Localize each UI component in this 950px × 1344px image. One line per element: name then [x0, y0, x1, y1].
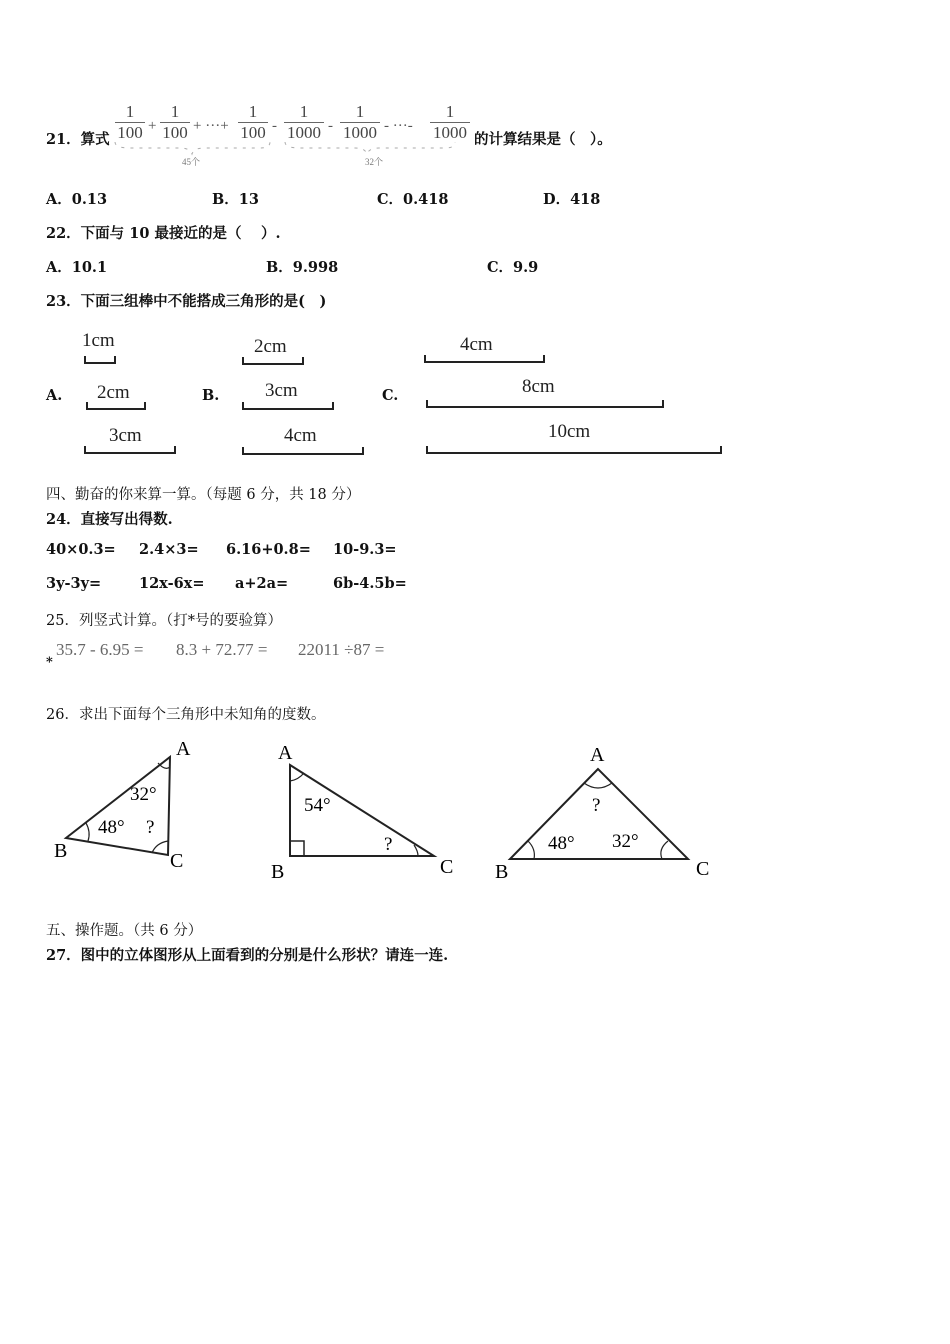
q22-question: 22．下面与 10 最接近的是（ ）.	[46, 225, 281, 242]
vertex-label: C	[170, 850, 184, 872]
q22-option-a[interactable]: A．10.1	[46, 259, 108, 276]
stick-label: 8cm	[522, 376, 555, 397]
stick-label: 4cm	[460, 334, 493, 355]
q21-option-d[interactable]: D．418	[543, 191, 601, 208]
count-label: 45个	[182, 157, 201, 167]
angle-label: 48°	[548, 833, 575, 854]
angle-label: 54°	[304, 795, 331, 816]
q23-option-c[interactable]: C.	[382, 387, 399, 404]
fraction: 1 100	[160, 102, 190, 143]
q22-option-b[interactable]: B．9.998	[266, 259, 339, 276]
q23-option-a[interactable]: A.	[46, 387, 63, 404]
q24-expr: 3y-3y=	[46, 575, 102, 592]
q25-expr: 22011 ÷87 =	[298, 640, 385, 659]
q24-expr: 12x-6x=	[139, 575, 205, 592]
stick-label: 4cm	[284, 425, 317, 446]
stick-label: 3cm	[265, 380, 298, 401]
vertex-label: B	[54, 840, 68, 862]
angle-label: 48°	[98, 817, 125, 838]
stick	[424, 355, 545, 363]
stick	[86, 402, 146, 410]
q21-option-b[interactable]: B．13	[212, 191, 259, 208]
unknown-angle: ?	[592, 795, 601, 816]
q23-option-b[interactable]: B.	[202, 387, 220, 404]
unknown-angle: ?	[384, 834, 393, 855]
stick	[84, 446, 176, 454]
q23-question: 23．下面三组棒中不能搭成三角形的是( )	[46, 293, 327, 310]
stick-label: 10cm	[548, 421, 591, 442]
triangle-3	[490, 735, 720, 885]
q24-expr: 10-9.3=	[333, 541, 397, 558]
stick	[242, 447, 364, 455]
stick	[426, 400, 664, 408]
fraction: 1 1000	[430, 102, 470, 143]
q25-expr: 35.7 - 6.95 =	[56, 640, 144, 659]
q21-option-c[interactable]: C．0.418	[377, 191, 449, 208]
vertex-label: C	[440, 856, 454, 878]
q25-expr: 8.3 + 72.77 =	[176, 640, 268, 659]
vertex-label: B	[495, 861, 509, 883]
q22-option-c[interactable]: C．9.9	[487, 259, 539, 276]
stick	[426, 446, 722, 454]
fraction: 1 1000	[284, 102, 324, 143]
triangle-2	[262, 735, 472, 885]
q21-suffix: 的计算结果是（ ）。	[474, 131, 612, 148]
stick-label: 2cm	[97, 382, 130, 403]
stick	[84, 356, 116, 364]
q24-expr: 6.16+0.8=	[226, 541, 311, 558]
angle-label: 32°	[612, 831, 639, 852]
section-4-title: 四、勤奋的你来算一算。（每题 6 分，共 18 分）	[46, 487, 361, 503]
vertex-label: A	[278, 742, 293, 764]
underbraces	[110, 140, 490, 156]
fraction: 1 1000	[340, 102, 380, 143]
angle-label: 32°	[130, 784, 157, 805]
fraction: 1 100	[115, 102, 145, 143]
q25-question: 25．列竖式计算。（打*号的要验算）	[46, 613, 282, 629]
vertex-label: C	[696, 858, 710, 880]
section-5-title: 五、操作题。（共 6 分）	[46, 923, 203, 939]
vertex-label: B	[271, 861, 285, 883]
triangle-1	[48, 735, 208, 875]
q24-expr: 2.4×3=	[139, 541, 199, 558]
q24-question: 24．直接写出得数.	[46, 511, 173, 528]
q21-option-a[interactable]: A．0.13	[46, 191, 108, 208]
stick	[242, 357, 304, 365]
stick-label: 1cm	[82, 330, 115, 351]
q24-expr: 40×0.3=	[46, 541, 116, 558]
vertex-label: A	[590, 744, 605, 766]
q24-expr: 6b-4.5b=	[333, 575, 407, 592]
star-mark: *	[46, 655, 53, 670]
stick-label: 2cm	[254, 336, 287, 357]
unknown-angle: ?	[146, 817, 155, 838]
vertex-label: A	[176, 738, 191, 760]
fraction: 1 100	[238, 102, 268, 143]
q21-prefix: 21．算式	[46, 131, 110, 148]
q26-question: 26．求出下面每个三角形中未知角的度数。	[46, 707, 326, 723]
stick	[242, 402, 334, 410]
q27-question: 27．图中的立体图形从上面看到的分别是什么形状？请连一连.	[46, 947, 449, 964]
q24-expr: a+2a=	[235, 575, 289, 592]
stick-label: 3cm	[109, 425, 142, 446]
count-label: 32个	[365, 157, 384, 167]
